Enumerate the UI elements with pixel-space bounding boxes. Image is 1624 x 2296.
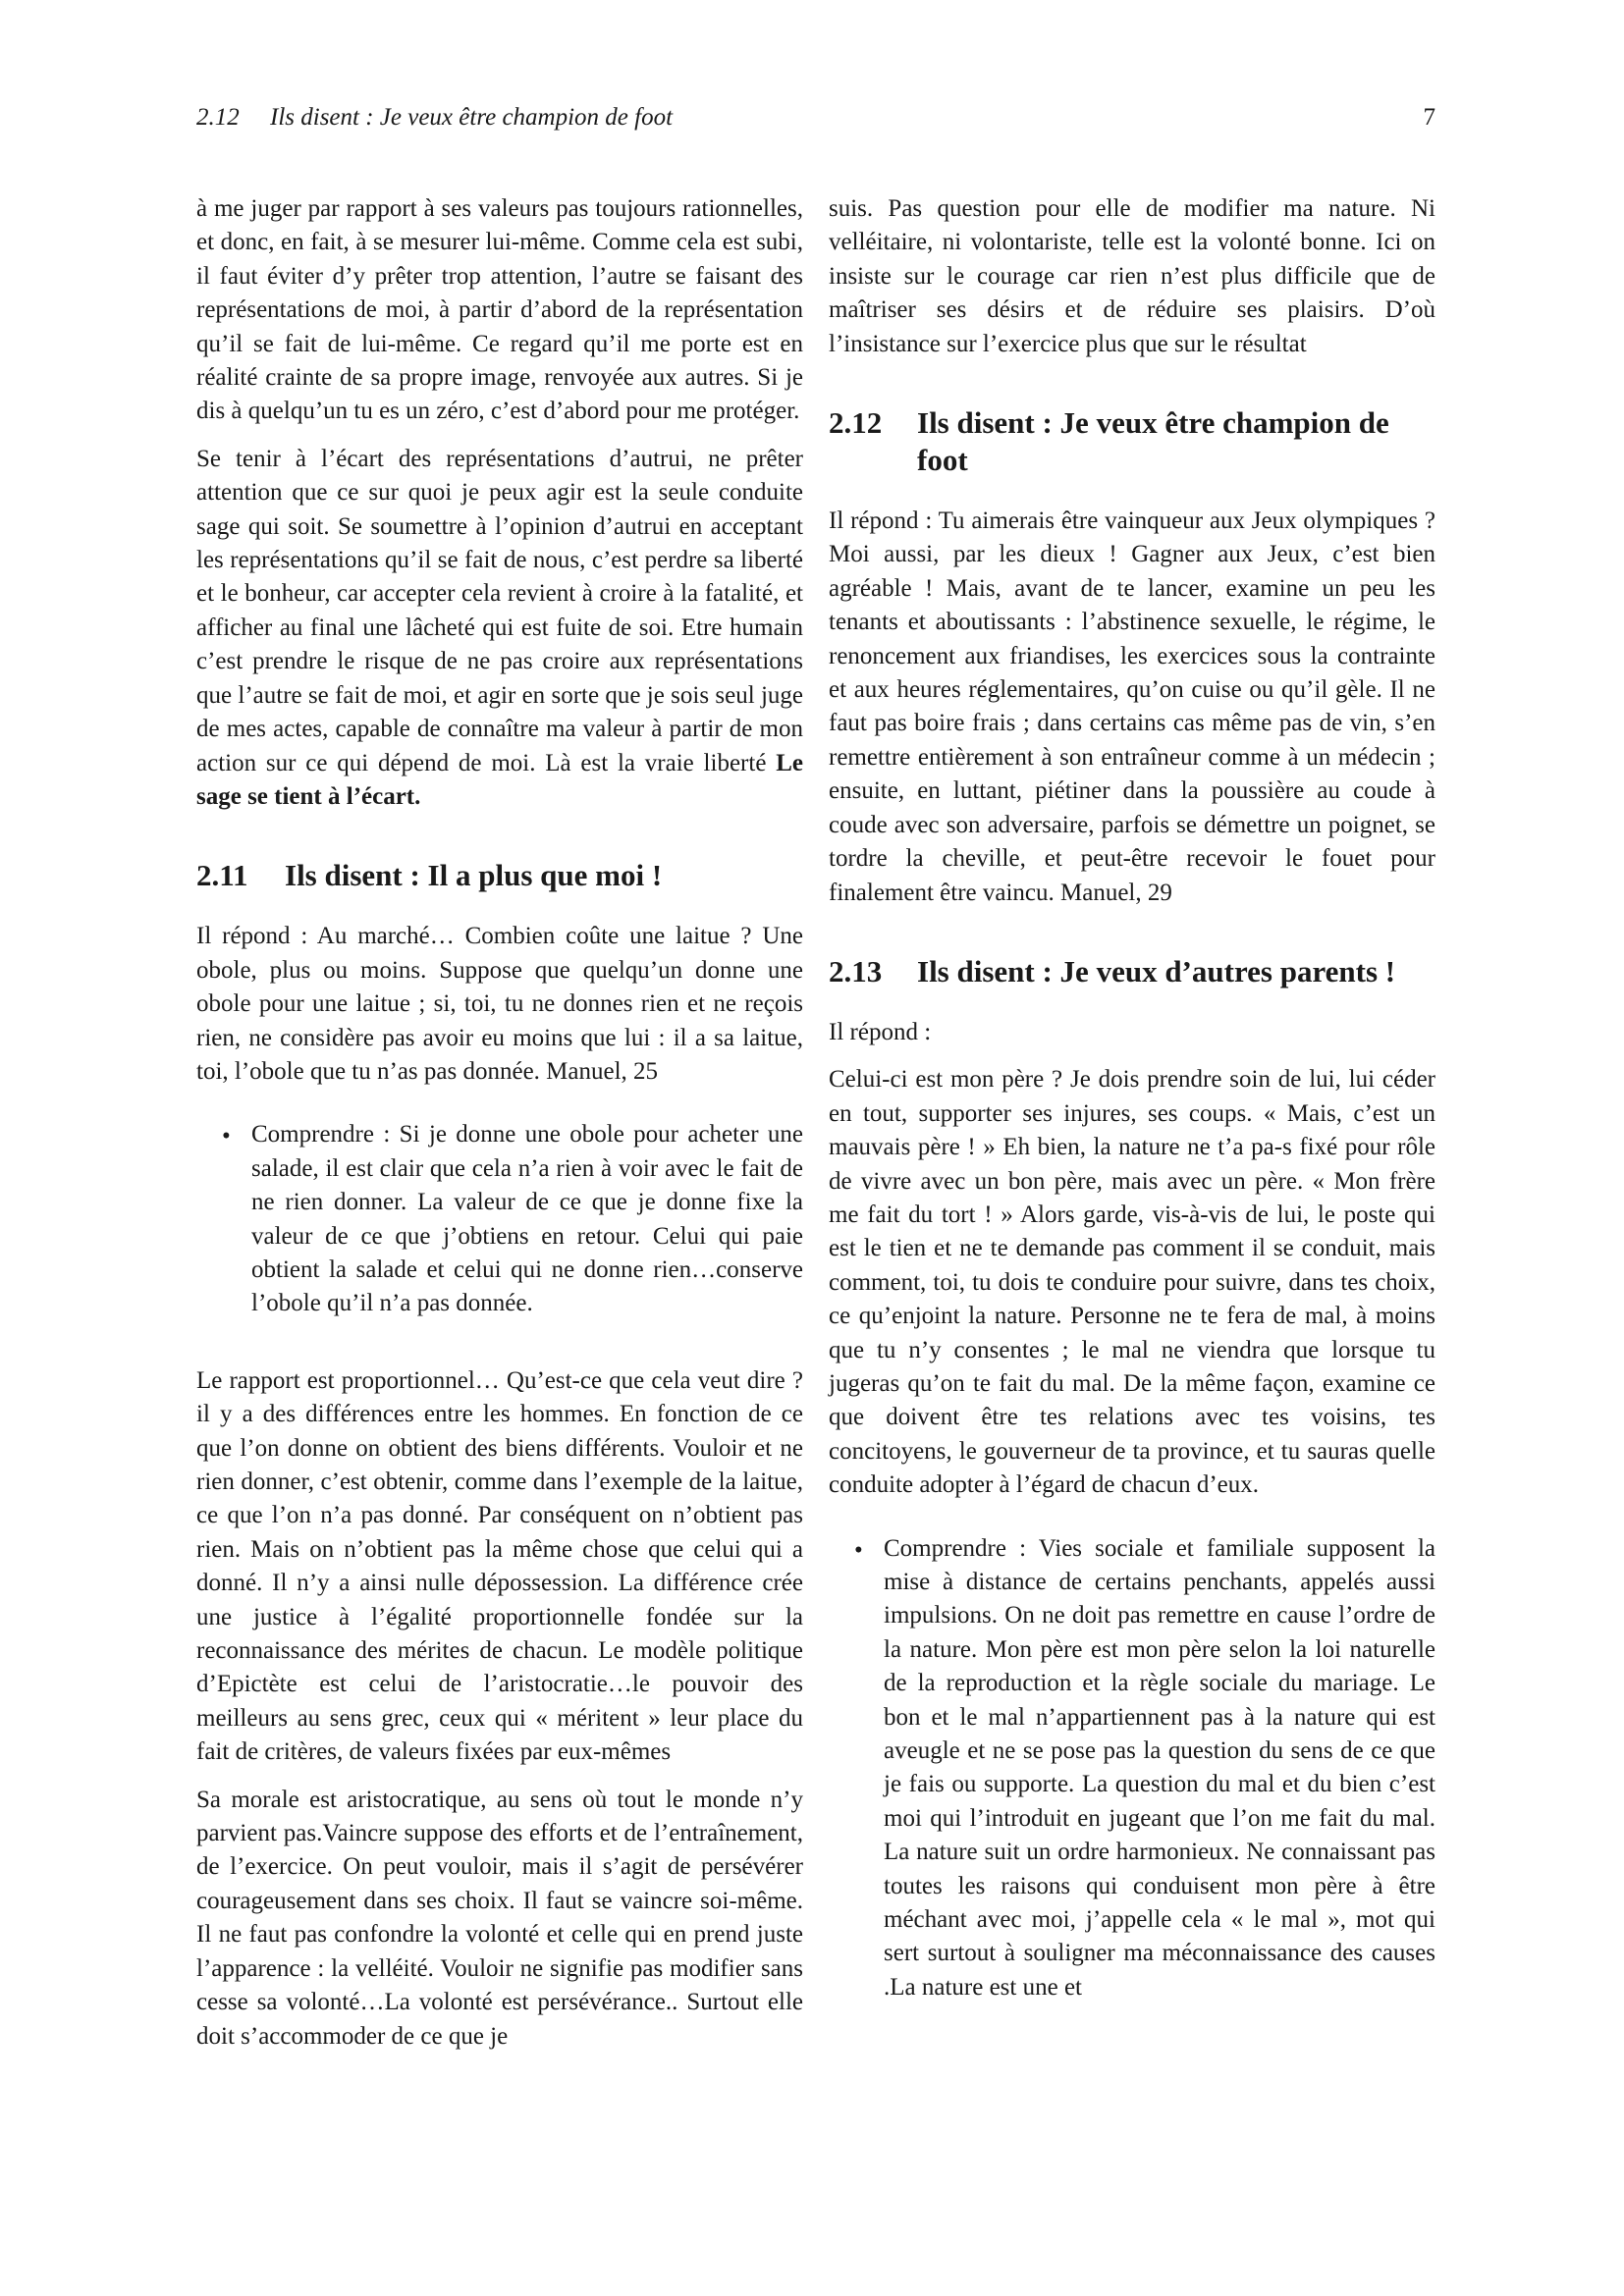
list-item-text: Comprendre : Si je donne une obole pour acheter une salade, il est clair que cela n’a rien à voir avec le fait de ne rien donner. La valeur de ce que je donne fixe la valeur de ce que j’obtiens en retour. Celui qui paie obtient la salade et celui qui ne donne rien…conserve l’obole qu’il n’a pas donnée. <box>251 1121 803 1317</box>
paragraph: Sa morale est aristocratique, au sens où tout le monde n’y parvient pas.Vaincre suppose des efforts et de l’entraînement, de l’exercice. On peut vouloir, mais il s’agit de persévérer courageusement dans ses choix. Il faut se vaincre soi-même. Il ne faut pas confondre la volonté et celle qui en prend juste l’apparence : la velléité. Vouloir ne signifie pas modifier sans cesse sa volonté…La volonté est persévérance.. Surtout elle doit s’accommoder de ce que je <box>196 1786 803 2050</box>
list-item <box>222 1118 803 1320</box>
section-number: 2.11 <box>196 858 248 893</box>
bullet-icon: • <box>222 1123 231 1150</box>
section-heading-2-12 <box>829 404 1435 479</box>
bullet-list <box>829 1532 1435 2005</box>
bold-maxim: Le sage se tient à l’écart. <box>196 749 803 810</box>
section-title: Ils disent : Je veux d’autres parents ! <box>917 953 1396 988</box>
section-title: Ils disent : Je veux être champion de foot <box>917 405 1389 478</box>
paragraph: Il répond : <box>829 1018 932 1045</box>
section-number: 2.12 <box>829 405 883 441</box>
paragraph-text: Se tenir à l’écart des représentations d’autrui, ne prêter attention que ce sur quoi je peux agir est la seule conduite sage qui soit. Se soumettre à l’opinion d’autrui en acceptant les représentations qu’il se fait de nous, c’est perdre sa liberté et le bonheur, car accepter cela revient à croire à la fatalité, et afficher au final une lâcheté qui est fuite de soi. Etre humain c’est prendre le risque de ne pas croire aux représentations que l’autre se fait de moi, et agir en sorte que je sois seul juge de mes actes, capable de connaître ma valeur à partir de mon action sur ce qui dépend de moi. Là est la vraie liberté <box>196 445 803 776</box>
list-item-text: Comprendre : Vies sociale et familiale supposent la mise à distance de certains penchants, appelés aussi impulsions. On ne doit pas remettre en cause l’ordre de la nature. Mon père est mon père selon la loi naturelle de la reproduction et la règle sociale du mariage. Le bon et le mal n’appartiennent pas à la nature qui est aveugle et ne se pose pas la question du sens de ce que je fais ou supporte. La question du mal et du bien c’est moi qui l’introduit en jugeant que l’on me fait du mal. La nature suit un ordre harmonieux. Ne connaissant pas toutes les raisons qui conduisent mon père à être méchant avec moi, j’appelle cela « le mal », mot qui sert surtout à souligner ma méconnaissance des causes .La nature est une et <box>884 1534 1435 2001</box>
section-title: Ils disent : Il a plus que moi ! <box>285 858 663 893</box>
paragraph: Il répond : Tu aimerais être vainqueur aux Jeux olympiques ? Moi aussi, par les dieux ! Gagner aux Jeux, c’est bien agréable ! Mais, avant de te lancer, examine un peu les tenants et aboutissants : l’abstinence sexuelle, le régime, le renoncement aux friandises, les exercices sous la contrainte et aux heures réglementaires, qu’on cuise ou qu’il gèle. Il ne faut pas boire frais ; dans certains cas même pas de vin, s’en remettre entièrement à son entraîneur comme à un médecin ; ensuite, en luttant, piétiner dans la poussière au coude à coude avec son adversaire, parfois se démettre un poignet, se tordre la cheville, et peut-être recevoir le fouet pour finalement être vaincu. Manuel, 29 <box>829 507 1435 906</box>
running-header <box>196 104 1435 143</box>
paragraph: à me juger par rapport à ses valeurs pas toujours rationnelles, et donc, en fait, à se mesurer lui-même. Comme cela est subi, il faut éviter d’y prêter trop attention, l’autre se faisant des représentations de moi, à partir d’abord de la représentation qu’il se fait de lui-même. Ce regard qu’il me porte est en réalité crainte de sa propre image, renvoyée aux autres. Si je dis à quelqu’un tu es un zéro, c’est d’abord pour me protéger. <box>196 195 803 425</box>
paragraph: Le rapport est proportionnel… Qu’est-ce que cela veut dire ? il y a des différences entre les hommes. En fonction de ce que l’on donne on obtient des biens différents. Vouloir et ne rien donner, c’est obtenir, comme dans l’exemple de la laitue, ce que l’on n’a pas donné. Par conséquent on n’obtient pas rien. Mais on n’obtient pas la même chose que celui qui a donné. Il n’y a ainsi nulle dépossession. La différence crée une justice à l’égalité proportionnelle fondée sur la reconnaissance des mérites de chacun. Le modèle politique d’Epictète est celui de l’aristocratie…le pouvoir des meilleurs au sens grec, ceux qui « méritent » leur place du fait de critères, de valeurs fixées par eux-mêmes <box>196 1366 803 1766</box>
right-column <box>829 192 1435 2004</box>
list-item <box>854 1532 1435 2005</box>
left-column <box>196 192 803 2067</box>
running-title: 2.12 Ils disent : Je veux être champion de foot <box>196 104 674 131</box>
section-heading-2-11 <box>196 857 803 894</box>
bullet-list <box>196 1118 803 1320</box>
section-number: 2.13 <box>829 953 883 988</box>
section-heading-2-13 <box>829 953 1435 990</box>
page-number: 7 <box>1423 104 1435 131</box>
paragraph: Celui-ci est mon père ? Je dois prendre soin de lui, lui céder en tout, supporter ses injures, ses coups. « Mais, c’est un mauvais père ! » Eh bien, la nature ne t’a pa-s fixé pour rôle de vivre avec un bon père, mais avec un père. « Mon frère me fait du tort ! » Alors garde, vis-à-vis de lui, le poste qui est le tien et ne te demande pas comment il se conduit, mais comment, toi, tu dois te conduire pour suivre, dans tes choix, ce qu’enjoint la nature. Personne ne te fera de mal, à moins que tu n’y consentes ; le mal ne viendra que lorsque tu jugeras qu’on te fait du mal. De la même façon, examine ce que doivent être tes relations avec tes voisins, tes concitoyens, le gouverneur de ta province, et tu sauras quelle conduite adopter à l’égard de chacun d’eux. <box>829 1066 1435 1499</box>
bullet-icon: • <box>854 1536 863 1564</box>
paragraph <box>196 443 803 814</box>
paragraph: Il répond : Au marché… Combien coûte une laitue ? Une obole, plus ou moins. Suppose que quelqu’un donne une obole pour une laitue ; si, toi, tu ne donnes rien et ne reçois rien, ne considère pas avoir eu moins que lui : il a sa laitue, toi, l’obole que tu n’as pas donnée. Manuel, 25 <box>196 923 803 1085</box>
paragraph: suis. Pas question pour elle de modifier ma nature. Ni velléitaire, ni volontariste, telle est la volonté bonne. Ici on insiste sur le courage car rien n’est plus difficile que de maîtriser ses désirs et de réduire ses plaisirs. D’où l’insistance sur l’exercice plus que sur le résultat <box>829 195 1435 357</box>
